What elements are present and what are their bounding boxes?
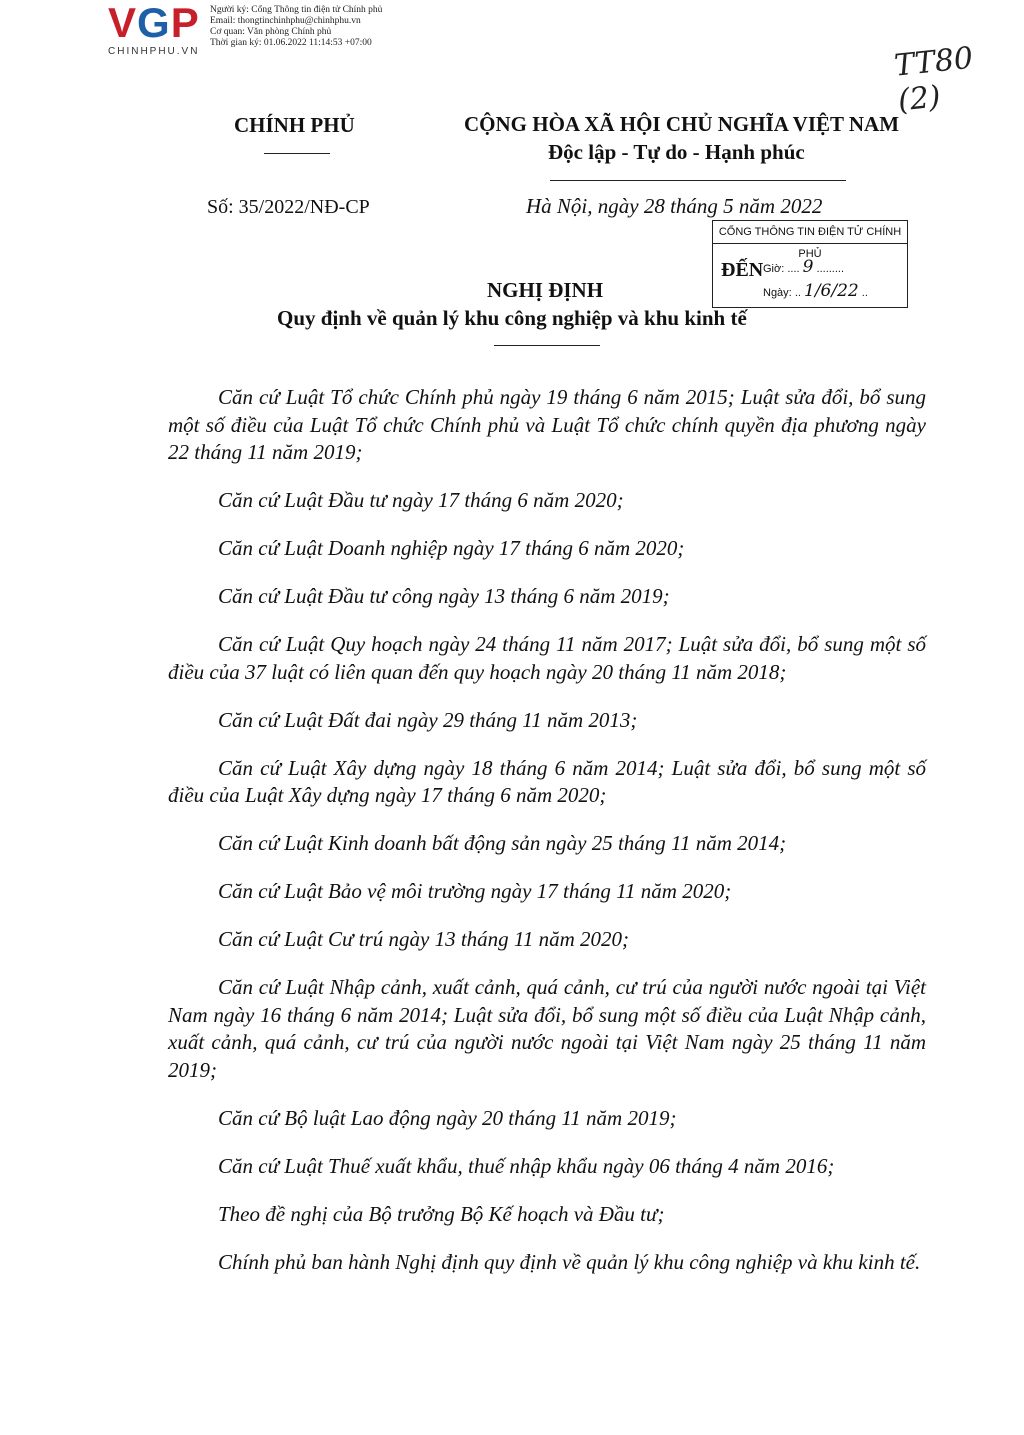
vgp-logo-letters — [108, 2, 218, 44]
national-title: CỘNG HÒA XÃ HỘI CHỦ NGHĨA VIỆT NAM — [464, 112, 900, 136]
signature-time: Thời gian ký: 01.06.2022 11:14:53 +07:00 — [210, 38, 372, 48]
signature-email: Email: thongtinchinhphu@chinhphu.vn — [210, 16, 361, 26]
legal-basis-paragraph: Căn cứ Luật Xây dựng ngày 18 tháng 6 năm 2014; Luật sửa đổi, bổ sung một số điều của Luật Xây dựng ngày 17 tháng 6 năm 2020; — [168, 755, 926, 807]
handwritten-note: TT80 (2) — [892, 40, 975, 119]
logo-letter-v: V — [108, 0, 138, 46]
stamp-label-ngay: Ngày: — [763, 287, 792, 299]
stamp-heading: CỔNG THÔNG TIN ĐIỆN TỬ CHÍNH PHỦ — [713, 221, 907, 244]
signature-agency: Cơ quan: Văn phòng Chính phủ — [210, 27, 332, 37]
enactment-paragraph: Chính phủ ban hành Nghị định quy định về quản lý khu công nghiệp và khu kinh tế. — [218, 1249, 921, 1274]
legal-basis-paragraph: Căn cứ Luật Bảo vệ môi trường ngày 17 tháng 11 năm 2020; — [218, 879, 732, 903]
stamp-label-den: ĐẾN — [721, 259, 764, 281]
legal-basis-paragraph: Căn cứ Luật Đầu tư công ngày 13 tháng 6 năm 2019; — [218, 584, 670, 608]
legal-basis-paragraph: Căn cứ Luật Cư trú ngày 13 tháng 11 năm 2020; — [218, 927, 630, 951]
vgp-logo — [108, 2, 218, 56]
issuing-organization: CHÍNH PHỦ — [234, 113, 355, 137]
digital-signature-info — [210, 5, 382, 49]
place-and-date: Hà Nội, ngày 28 tháng 5 năm 2022 — [526, 194, 823, 218]
logo-subtitle: CHINHPHU.VN — [108, 46, 200, 57]
legal-basis-paragraph: Căn cứ Luật Thuế xuất khẩu, thuế nhập khẩu ngày 06 tháng 4 năm 2016; — [218, 1153, 835, 1178]
legal-basis-paragraph: Căn cứ Luật Nhập cảnh, xuất cảnh, quá cảnh, cư trú của người nước ngoài tại Việt Nam ngày 16 tháng 6 năm 2014; Luật sửa đổi, bổ sung một số điều của Luật Nhập cảnh, xuất cảnh, quá cảnh, cư trú của người nước ngoài tại Việt Nam ngày 25 tháng 11 năm 2019; — [168, 975, 926, 1082]
legal-basis-paragraph: Căn cứ Luật Doanh nghiệp ngày 17 tháng 6 năm 2020; — [218, 536, 685, 560]
logo-letter-p: P — [170, 0, 200, 46]
stamp-dots: .... — [787, 263, 800, 275]
document-body — [168, 384, 926, 1297]
stamp-value-gio: 9 — [802, 257, 814, 277]
legal-basis-paragraph: Căn cứ Bộ luật Lao động ngày 20 tháng 11 năm 2019; — [218, 1105, 677, 1130]
title-underline — [494, 345, 600, 346]
proposal-paragraph: Theo đề nghị của Bộ trưởng Bộ Kế hoạch và Đầu tư; — [218, 1201, 665, 1226]
stamp-value-ngay: 1/6/22 — [804, 281, 859, 301]
signature-signer: Người ký: Cổng Thông tin điện tử Chính phủ — [210, 5, 383, 15]
organization-underline — [264, 153, 330, 154]
stamp-dots: ......... — [816, 263, 845, 275]
stamp-time-row — [763, 257, 844, 277]
legal-basis-paragraph: Căn cứ Luật Quy hoạch ngày 24 tháng 11 năm 2017; Luật sửa đổi, bổ sung một số điều của 37 luật có liên quan đến quy hoạch ngày 20 tháng 11 năm 2018; — [168, 632, 926, 684]
legal-basis-paragraph: Căn cứ Luật Tổ chức Chính phủ ngày 19 tháng 6 năm 2015; Luật sửa đổi, bổ sung một số điều của Luật Tổ chức Chính phủ và Luật Tổ chức chính quyền địa phương ngày 22 tháng 11 năm 2019; — [168, 385, 926, 464]
document-subtitle: Quy định về quản lý khu công nghiệp và khu kinh tế — [277, 306, 747, 330]
legal-basis-paragraph: Căn cứ Luật Đầu tư ngày 17 tháng 6 năm 2020; — [218, 488, 624, 512]
logo-letter-g: G — [137, 0, 171, 46]
legal-basis-paragraph: Căn cứ Luật Kinh doanh bất động sản ngày 25 tháng 11 năm 2014; — [218, 831, 787, 855]
national-motto: Độc lập - Tự do - Hạnh phúc — [548, 140, 805, 164]
document-title: NGHỊ ĐỊNH — [486, 278, 604, 302]
document-number: Số: 35/2022/NĐ-CP — [207, 196, 370, 218]
motto-underline — [550, 180, 846, 181]
stamp-dots: .. — [861, 287, 868, 299]
legal-basis-paragraph: Căn cứ Luật Đất đai ngày 29 tháng 11 năm 2013; — [218, 707, 638, 732]
stamp-label-gio: Giờ: — [763, 263, 785, 275]
stamp-dots: .. — [794, 287, 801, 299]
